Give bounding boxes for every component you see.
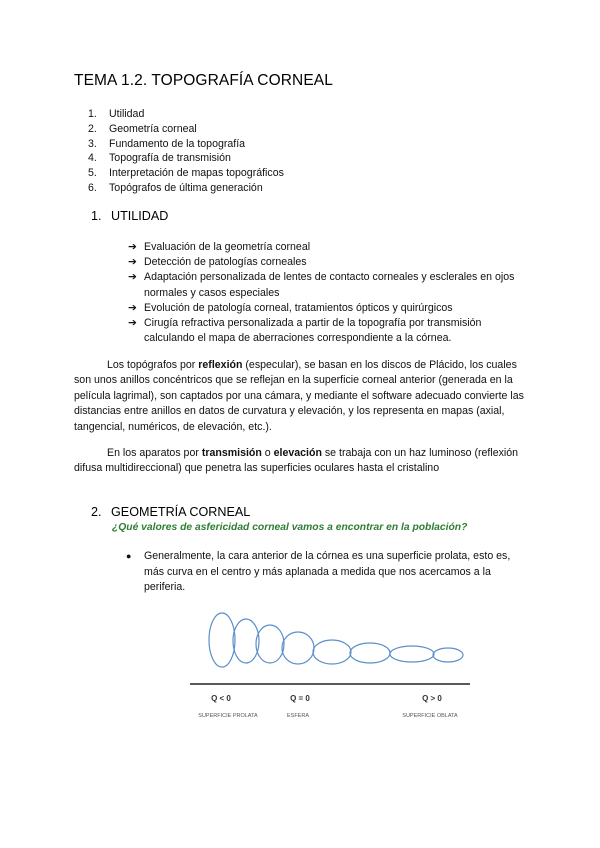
- caption-oblate: SUPERFICIE OBLATA: [402, 713, 458, 719]
- oblate-ellipse-2: [350, 643, 390, 663]
- list-item: ➔ Detección de patologías corneales: [128, 255, 528, 270]
- oblate-ellipse-3: [390, 646, 434, 662]
- utility-list: [128, 240, 528, 346]
- list-item: ➔ Evaluación de la geometría corneal: [128, 240, 528, 255]
- oblate-ellipse-1: [313, 640, 351, 664]
- caption-prolate: SUPERFICIE PROLATA: [198, 713, 258, 719]
- geometry-bullets: [126, 549, 530, 596]
- prolate-ellipse-3: [256, 625, 284, 663]
- label-q-negative: Q < 0: [211, 694, 231, 703]
- label-q-positive: Q > 0: [422, 694, 442, 703]
- toc-item: 2. Geometría corneal: [88, 122, 197, 135]
- page-title: TEMA 1.2. TOPOGRAFÍA CORNEAL: [74, 72, 333, 89]
- arrow-icon: ➔: [128, 256, 137, 269]
- arrow-icon: ➔: [128, 241, 137, 253]
- list-item: ➔ Cirugía refractiva personalizada a partir de la topografía por transmisión calculando el mapa de aberraciones correspondiente a la córnea.: [128, 317, 482, 345]
- asphericity-question: ¿Qué valores de asfericidad corneal vamos a encontrar en la población?: [112, 522, 468, 533]
- toc-item: 3. Fundamento de la topografía: [88, 137, 246, 150]
- arrow-icon: ➔: [128, 317, 137, 330]
- bullet-icon: ●: [126, 551, 132, 561]
- arrow-icon: ➔: [128, 271, 137, 284]
- list-item: ● Generalmente, la cara anterior de la córnea es una superficie prolata, esto es, más curva en el centro y más aplanada a medida que nos acercamos a la periferia.: [126, 550, 511, 594]
- caption-sphere: ESFERA: [286, 713, 310, 719]
- oblate-ellipse-4: [433, 648, 463, 662]
- toc-item: 6. Topógrafos de última generación: [88, 181, 263, 194]
- asphericity-diagram: [190, 605, 470, 720]
- toc-item: 1. Utilidad: [88, 108, 145, 120]
- list-item: ➔ Adaptación personalizada de lentes de contacto corneales y esclerales en ojos normales y casos especiales: [128, 271, 515, 299]
- paragraph-transmision: En los aparatos por transmisión o elevación se trabaja con un haz luminoso (reflexión difusa multidireccional) que penetra las superficies oculares hasta el cristalino: [74, 447, 519, 475]
- section-1-heading: 1. UTILIDAD: [91, 209, 169, 223]
- toc-item: 4. Topografía de transmisión: [88, 152, 231, 165]
- arrow-icon: ➔: [128, 301, 137, 314]
- table-of-contents: [88, 107, 284, 196]
- prolate-ellipse-1: [209, 613, 235, 667]
- paragraph-reflexion: Los topógrafos por reflexión (especular), se basan en los discos de Plácido, los cuales son unos anillos concéntricos que se reflejan en la superficie corneal anterior (generada en la película lagrimal), son captados por una cámara, y mediante el software adecuado convierte las distancias entre anillos en datos de curvatura y elevación, y los representa en mapas (axial, tangencial, numéricos, de elevación, etc.).: [74, 359, 524, 433]
- toc-item: 5. Interpretación de mapas topográficos: [88, 167, 284, 180]
- section-2-heading: 2. GEOMETRÍA CORNEAL: [91, 505, 251, 519]
- label-q-zero: Q = 0: [290, 694, 310, 703]
- prolate-ellipse-2: [233, 619, 259, 663]
- list-item: ➔ Evolución de patología corneal, tratamientos ópticos y quirúrgicos: [128, 301, 528, 316]
- sphere-circle: [282, 632, 314, 664]
